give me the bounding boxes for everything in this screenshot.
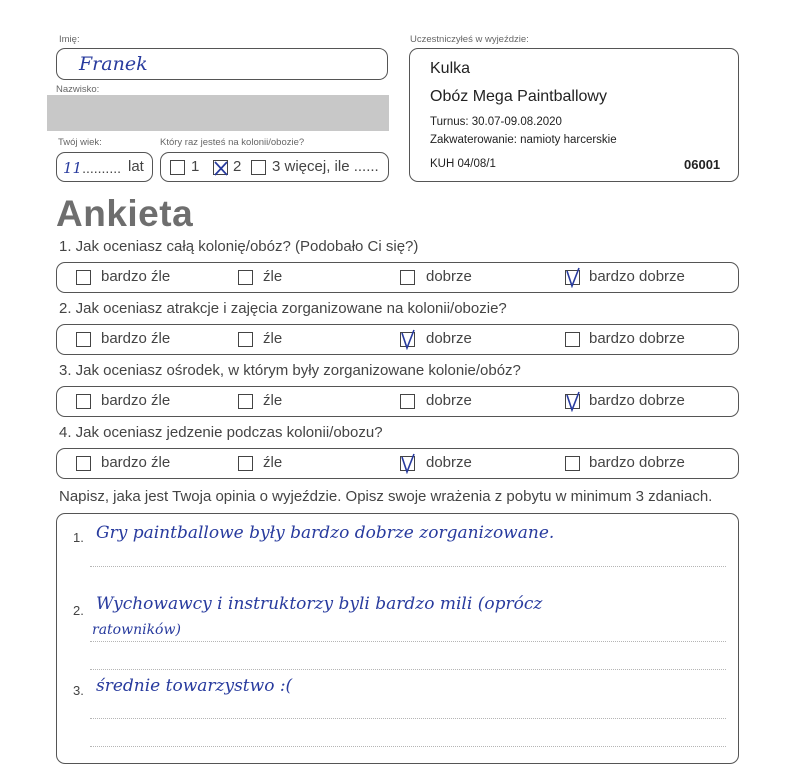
question-1-checkbox-2[interactable]: [238, 270, 253, 285]
camp-lodging: Zakwaterowanie: namioty harcerskie: [430, 134, 617, 146]
camp-turnus: Turnus: 30.07-09.08.2020: [430, 116, 562, 128]
age-dots: ..........: [82, 160, 121, 176]
camp-number: 06001: [684, 157, 721, 172]
question-1-option-4: bardzo dobrze: [589, 268, 685, 285]
question-4-option-2: źle: [263, 454, 283, 471]
age-value: 11: [63, 159, 83, 177]
check-mark-icon: [399, 452, 417, 474]
question-2-option-4: bardzo dobrze: [589, 330, 685, 347]
question-1-text: 1. Jak oceniasz całą kolonię/obóz? (Podobało Ci się?): [59, 238, 419, 255]
question-4-checkbox-2[interactable]: [238, 456, 253, 471]
question-3-text: 3. Jak oceniasz ośrodek, w którym były zorganizowane kolonie/obóz?: [59, 362, 521, 379]
question-1-checkbox-3[interactable]: [400, 270, 415, 285]
answer-text-3: średnie towarzystwo :(: [96, 676, 293, 696]
name-value: Franek: [79, 53, 148, 75]
opinion-prompt: Napisz, jaka jest Twoja opinia o wyjeździe. Opisz swoje wrażenia z pobytu w minimum 3 zdaniach.: [59, 488, 713, 505]
age-field[interactable]: [56, 152, 153, 182]
question-4-checkbox-3[interactable]: [400, 456, 415, 471]
question-2-checkbox-4[interactable]: [565, 332, 580, 347]
question-4-checkbox-4[interactable]: [565, 456, 580, 471]
question-3-checkbox-2[interactable]: [238, 394, 253, 409]
question-1-option-2: źle: [263, 268, 283, 285]
camp-event: Obóz Mega Paintballowy: [430, 88, 607, 105]
question-4-text: 4. Jak oceniasz jedzenie podczas kolonii/obozu?: [59, 424, 383, 441]
camp-code: KUH 04/08/1: [430, 158, 496, 170]
camp-name: Kulka: [430, 60, 471, 77]
question-4-option-4: bardzo dobrze: [589, 454, 685, 471]
x-mark-icon: [212, 156, 230, 178]
times-field: [160, 152, 389, 182]
surname-label: Nazwisko:: [56, 84, 100, 95]
question-4-checkbox-1[interactable]: [76, 456, 91, 471]
question-2-option-3: dobrze: [426, 330, 472, 347]
participant-label: Uczestniczyłeś w wyjeździe:: [410, 34, 529, 45]
question-3-checkbox-3[interactable]: [400, 394, 415, 409]
question-4-option-1: bardzo źle: [101, 454, 171, 471]
question-3-option-3: dobrze: [426, 392, 472, 409]
question-2-option-2: źle: [263, 330, 283, 347]
question-2-checkbox-2[interactable]: [238, 332, 253, 347]
surname-redacted: [47, 95, 389, 131]
question-1-checkbox-1[interactable]: [76, 270, 91, 285]
question-3-option-4: bardzo dobrze: [589, 392, 685, 409]
times-label: Który raz jesteś na kolonii/obozie?: [160, 137, 305, 148]
question-2-option-1: bardzo źle: [101, 330, 171, 347]
question-3-option-2: źle: [263, 392, 283, 409]
answer-text-2: Wychowawcy i instruktorzy byli bardzo mili (oprócz: [96, 594, 543, 614]
age-label: Twój wiek:: [58, 137, 102, 148]
check-mark-icon: [564, 390, 582, 412]
survey-title: Ankieta: [56, 193, 194, 234]
answer-number-2: 2.: [73, 603, 84, 618]
times-option-2: 2: [233, 158, 242, 175]
question-4-option-3: dobrze: [426, 454, 472, 471]
times-checkbox-2[interactable]: [213, 160, 228, 175]
check-mark-icon: [564, 266, 582, 288]
question-3-checkbox-4[interactable]: [565, 394, 580, 409]
answer-text-1: Gry paintballowe były bardzo dobrze zorganizowane.: [96, 523, 555, 543]
name-label: Imię:: [59, 34, 80, 45]
times-option-3: 3 więcej, ile ......: [272, 158, 379, 175]
question-2-checkbox-3[interactable]: [400, 332, 415, 347]
times-checkbox-3[interactable]: [251, 160, 266, 175]
age-unit: lat: [128, 158, 144, 175]
question-1-checkbox-4[interactable]: [565, 270, 580, 285]
question-2-checkbox-1[interactable]: [76, 332, 91, 347]
question-1-option-1: bardzo źle: [101, 268, 171, 285]
opinion-box[interactable]: [56, 513, 739, 764]
question-1-option-3: dobrze: [426, 268, 472, 285]
answer-number-3: 3.: [73, 683, 84, 698]
answer-number-1: 1.: [73, 530, 84, 545]
check-mark-icon: [399, 328, 417, 350]
question-3-option-1: bardzo źle: [101, 392, 171, 409]
answer-text-2-cont: ratowników): [92, 622, 181, 638]
name-field[interactable]: [56, 48, 388, 80]
question-3-checkbox-1[interactable]: [76, 394, 91, 409]
question-2-text: 2. Jak oceniasz atrakcje i zajęcia zorganizowane na kolonii/obozie?: [59, 300, 507, 317]
times-checkbox-1[interactable]: [170, 160, 185, 175]
times-option-1: 1: [191, 158, 200, 175]
